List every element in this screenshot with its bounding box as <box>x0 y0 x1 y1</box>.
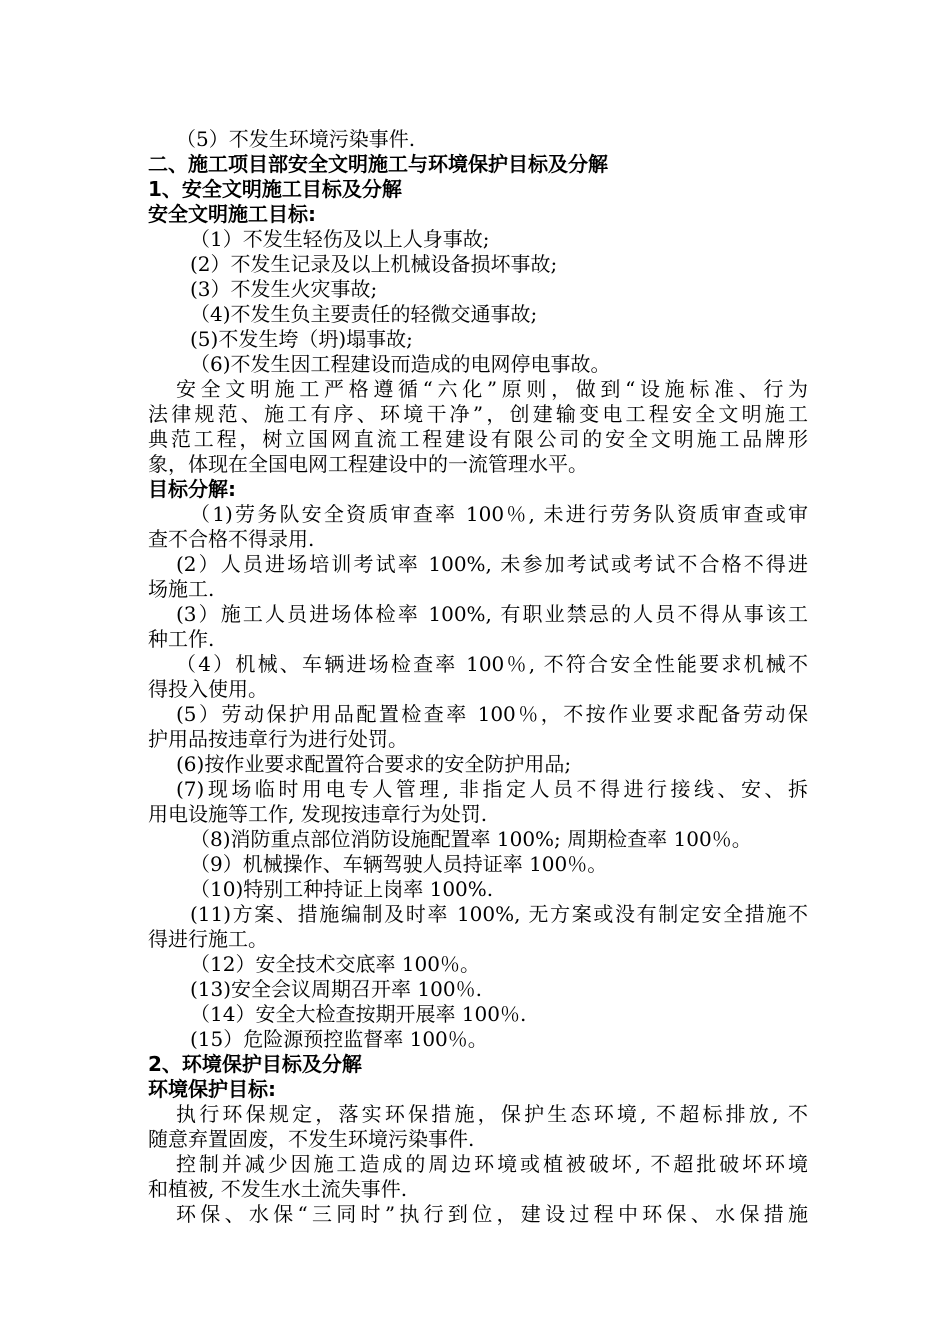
text-line: 环保、水保“三同时”执行到位，建设过程中环保、水保措施 <box>176 1202 808 1226</box>
text-line: 法律规范、施工有序、环境干净”，创建输变电工程安全文明施工 <box>148 402 808 426</box>
text-line: （9）机械操作、车辆驾驶人员持证率 100％。 <box>190 852 608 876</box>
text-line: （10)特别工种持证上岗率 100%. <box>190 877 494 901</box>
text-line: (3）施工人员进场体检率 100%, 有职业禁忌的人员不得从事该工 <box>176 602 808 626</box>
text-line: （1）不发生轻伤及以上人身事故; <box>190 227 490 251</box>
text-line: 象，体现在全国电网工程建设中的一流管理水平。 <box>148 452 588 476</box>
section-heading: 1、安全文明施工目标及分解 <box>148 177 402 201</box>
text-line: （4）机械、车辆进场检查率 100％, 不符合安全性能要求机械不 <box>176 652 808 676</box>
text-line: (5)不发生垮（坍)塌事故; <box>190 327 413 351</box>
section-heading: 二、施工项目部安全文明施工与环境保护目标及分解 <box>148 152 608 176</box>
text-line: (2）人员进场培训考试率 100%, 未参加考试或考试不合格不得进 <box>176 552 808 576</box>
section-heading: 环境保护目标: <box>148 1077 276 1101</box>
text-line: (7)现场临时用电专人管理, 非指定人员不得进行接线、安、拆 <box>176 777 808 801</box>
text-line: （1)劳务队安全资质审查率 100％, 未进行劳务队资质审查或审 <box>190 502 808 526</box>
section-heading: 安全文明施工目标: <box>148 202 316 226</box>
text-line: 随意弃置固废，不发生环境污染事件. <box>148 1127 475 1151</box>
text-line: （14）安全大检查按期开展率 100％. <box>190 1002 527 1026</box>
text-line: 用电设施等工作, 发现按违章行为处罚. <box>148 802 488 826</box>
text-line: (11)方案、措施编制及时率 100%, 无方案或没有制定安全措施不 <box>190 902 808 926</box>
text-line: 护用品按违章行为进行处罚。 <box>148 727 408 751</box>
text-line: 安全文明施工严格遵循“六化”原则，做到“设施标准、行为 <box>176 377 808 401</box>
text-line: (15）危险源预控监督率 100％。 <box>190 1027 488 1051</box>
text-line: 查不合格不得录用. <box>148 527 315 551</box>
text-line: （6)不发生因工程建设而造成的电网停电事故。 <box>190 352 611 376</box>
text-line: (6)按作业要求配置符合要求的安全防护用品; <box>176 752 572 776</box>
text-line: （12）安全技术交底率 100％。 <box>190 952 480 976</box>
text-line: （8)消防重点部位消防设施配置率 100%; 周期检查率 100％。 <box>190 827 752 851</box>
text-line: （5）不发生环境污染事件. <box>176 127 416 151</box>
section-heading: 目标分解: <box>148 477 236 501</box>
text-line: 种工作. <box>148 627 215 651</box>
text-line: (2）不发生记录及以上机械设备损坏事故; <box>190 252 558 276</box>
section-heading: 2、环境保护目标及分解 <box>148 1052 362 1076</box>
text-line: (3）不发生火灾事故; <box>190 277 378 301</box>
text-line: 场施工. <box>148 577 215 601</box>
text-line: 得进行施工。 <box>148 927 268 951</box>
text-line: 控制并减少因施工造成的周边环境或植被破坏, 不超批破坏环境 <box>176 1152 808 1176</box>
text-line: 典范工程，树立国网直流工程建设有限公司的安全文明施工品牌形 <box>148 427 808 451</box>
text-line: 和植被, 不发生水土流失事件. <box>148 1177 408 1201</box>
text-line: 得投入使用。 <box>148 677 268 701</box>
text-line: (5）劳动保护用品配置检查率 100％，不按作业要求配备劳动保 <box>176 702 808 726</box>
text-line: (13)安全会议周期召开率 100％. <box>190 977 482 1001</box>
text-line: 执行环保规定，落实环保措施，保护生态环境, 不超标排放, 不 <box>176 1102 808 1126</box>
text-line: （4)不发生负主要责任的轻微交通事故; <box>190 302 538 326</box>
